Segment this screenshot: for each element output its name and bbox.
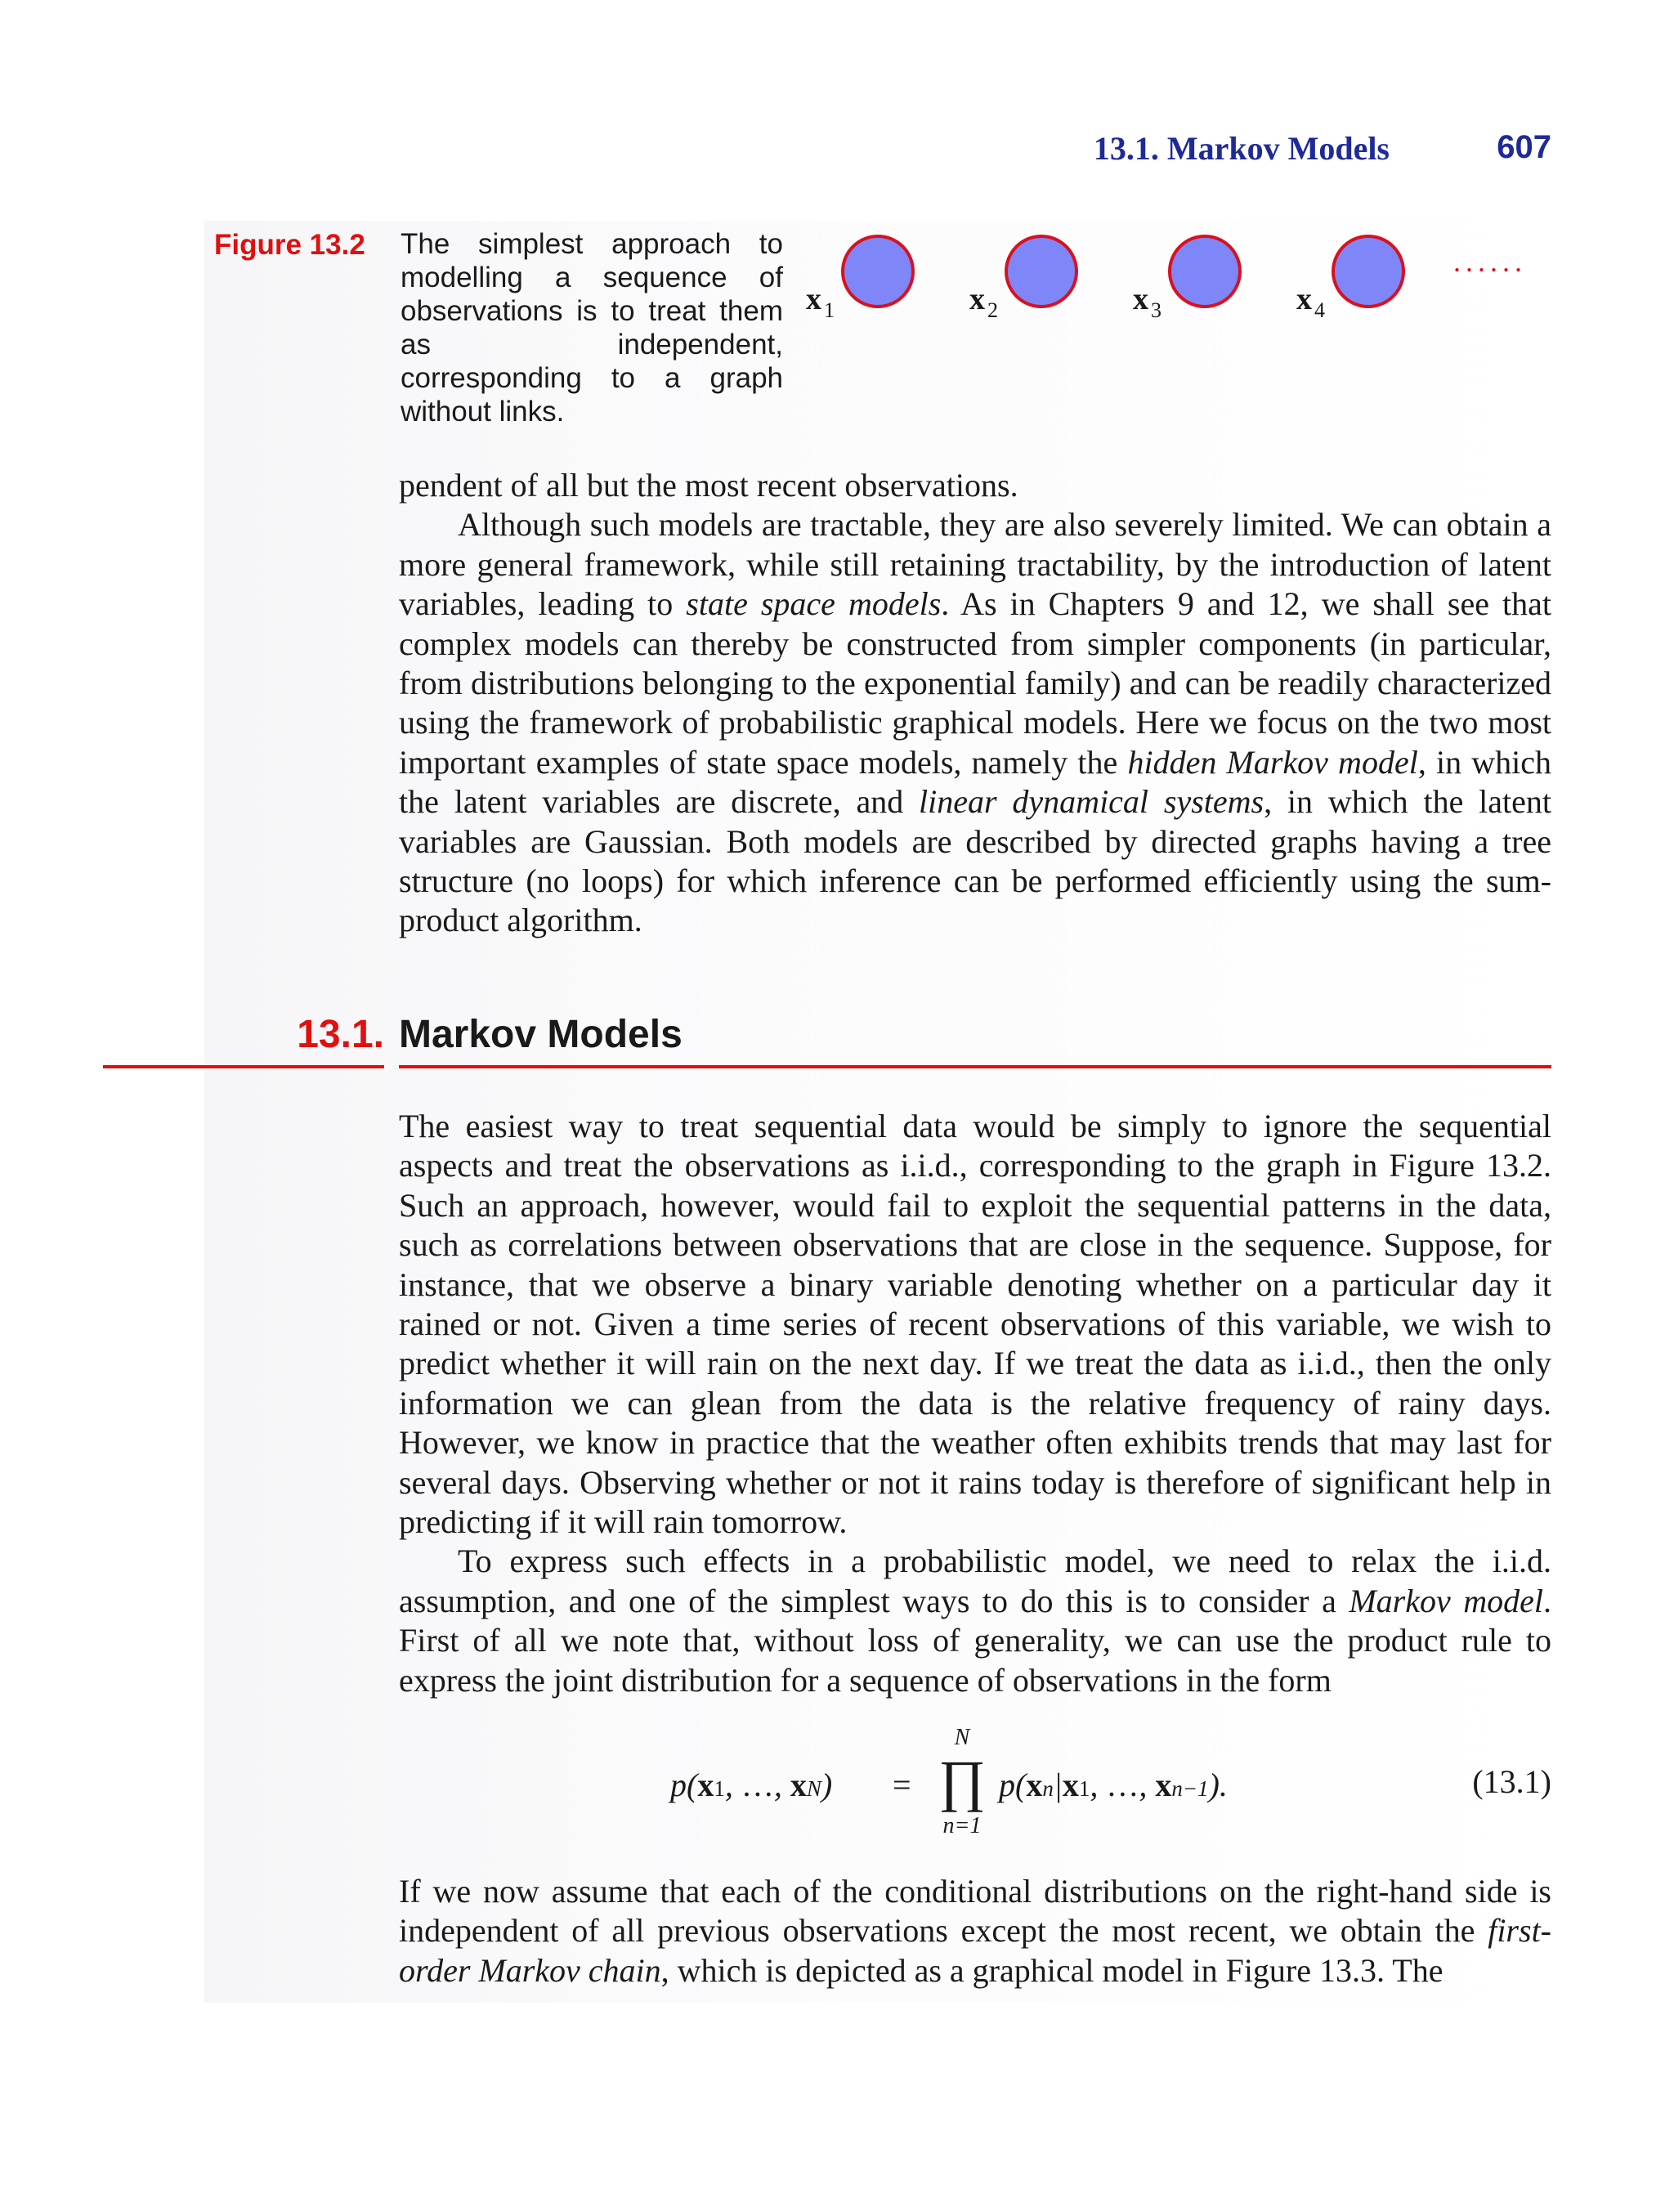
text-run: , which is depicted as a graphical model in Figure 13.3. The bbox=[660, 1951, 1443, 1989]
eq-rhs: p(xn|x1, …, xn−1). bbox=[999, 1766, 1228, 1803]
eq-equals: = bbox=[893, 1766, 911, 1803]
emphasis: first-order Markov chain bbox=[399, 1912, 1551, 1989]
text-run: Although such models are tractable, they are also severely limited. We can obtain a more general framework, while still retaining tractability, by the introduction of latent variables, leading to bbox=[399, 506, 1551, 623]
node-label-x: x bbox=[1133, 282, 1148, 316]
running-head: 13.1. Markov Models bbox=[1093, 130, 1390, 167]
section-body bbox=[399, 1107, 1551, 1700]
emphasis: hidden Markov model bbox=[1127, 743, 1418, 781]
graph-node-2 bbox=[969, 236, 1076, 322]
node-label-x: x bbox=[1296, 282, 1312, 316]
paragraph bbox=[399, 1542, 1551, 1700]
eq-lhs: p(x1, …, xN) bbox=[670, 1766, 833, 1803]
eq-lower-limit: n=1 bbox=[942, 1813, 982, 1838]
node-label-sub: 3 bbox=[1151, 298, 1162, 322]
paragraph: The easiest way to treat sequential data would be simply to ignore the sequential aspects and treat the observations as i.i.d., corresponding to the graph in Figure 13.2. Such an approach, however, would fail to exploit the sequential patterns in the data, such as correlations between observations that are close in the sequence. Suppose, for instance, that we observe a binary variable denoting whether on a particular day it rained or not. Given a time series of recent observations of this variable, we wish to predict whether it will rain on the next day. If we treat the data as i.i.d., then the only information we can glean from the data is the relative frequency of rainy days. However, we know in practice that the weather often exhibits trends that may last for several days. Observing whether or not it rains today is therefore of significant help in predicting if it will rain tomorrow. bbox=[399, 1108, 1551, 1541]
node-label-sub: 4 bbox=[1314, 298, 1325, 322]
page-number: 607 bbox=[1497, 129, 1551, 165]
paragraph: pendent of all but the most recent observations. bbox=[399, 467, 1018, 504]
text-run: , in which the latent variables are Gaussian. Both models are described by directed graphs having a tree structure (no loops) for which inference can be performed efficiently using the sum-product algorithm. bbox=[399, 783, 1552, 939]
node-circle bbox=[1170, 236, 1240, 307]
section-rule-right bbox=[399, 1065, 1551, 1068]
paragraph bbox=[399, 505, 1551, 940]
emphasis: linear dynamical systems bbox=[919, 783, 1264, 821]
figure-label: Figure 13.2 bbox=[214, 229, 365, 261]
text-run: . As in Chapters 9 and 12, we shall see that complex models can thereby be constructed from simpler components (in particular, from distributions belonging to the exponential family) and can be readily characterized using the framework of probabilistic graphical models. Here we focus on the two most important examples of state space models, namely the bbox=[399, 585, 1551, 781]
node-circle bbox=[1333, 236, 1403, 307]
section-title: Markov Models bbox=[399, 1013, 683, 1056]
intro-text bbox=[399, 466, 1551, 941]
node-label-x: x bbox=[969, 282, 985, 316]
figure-caption: The simplest approach to modelling a sequence of observations is to treat them as independent, corresponding to a graph without links. bbox=[401, 228, 783, 428]
text-run: . First of all we note that, without loss of generality, we can use the product rule to express the joint distribution for a sequence of observations in the form bbox=[399, 1582, 1551, 1699]
node-label-sub: 2 bbox=[987, 298, 998, 322]
node-label-sub: 1 bbox=[824, 298, 835, 322]
emphasis: state space models bbox=[686, 585, 942, 623]
node-circle bbox=[1006, 236, 1076, 307]
figure-13-2-graph bbox=[801, 221, 1553, 327]
graph-node-3 bbox=[1133, 236, 1240, 322]
section-body-continued bbox=[399, 1872, 1551, 1990]
text-run: To express such effects in a probabilistic model, we need to relax the i.i.d. assumption, and one of the simplest ways to do this is to consider a bbox=[399, 1543, 1551, 1619]
graph-node-4 bbox=[1296, 236, 1403, 322]
graph-ellipsis: ...... bbox=[1453, 245, 1527, 278]
node-label-x: x bbox=[806, 282, 821, 316]
section-rule-left bbox=[103, 1065, 384, 1068]
section-number: 13.1. bbox=[297, 1013, 384, 1056]
equation-number: (13.1) bbox=[1472, 1763, 1551, 1800]
node-circle bbox=[843, 236, 913, 307]
emphasis: Markov model bbox=[1349, 1582, 1543, 1619]
paragraph bbox=[399, 1872, 1551, 1990]
eq-upper-limit: N bbox=[954, 1725, 970, 1750]
text-run: If we now assume that each of the conditional distributions on the right-hand side is independent of all previous observations except the most recent, we obtain the bbox=[399, 1873, 1551, 1950]
eq-product-sign: ∏ bbox=[938, 1750, 986, 1813]
text-run: , in which the latent variables are discrete, and bbox=[399, 743, 1551, 821]
equation-13-1 bbox=[670, 1725, 1291, 1839]
graph-node-1 bbox=[806, 236, 913, 322]
